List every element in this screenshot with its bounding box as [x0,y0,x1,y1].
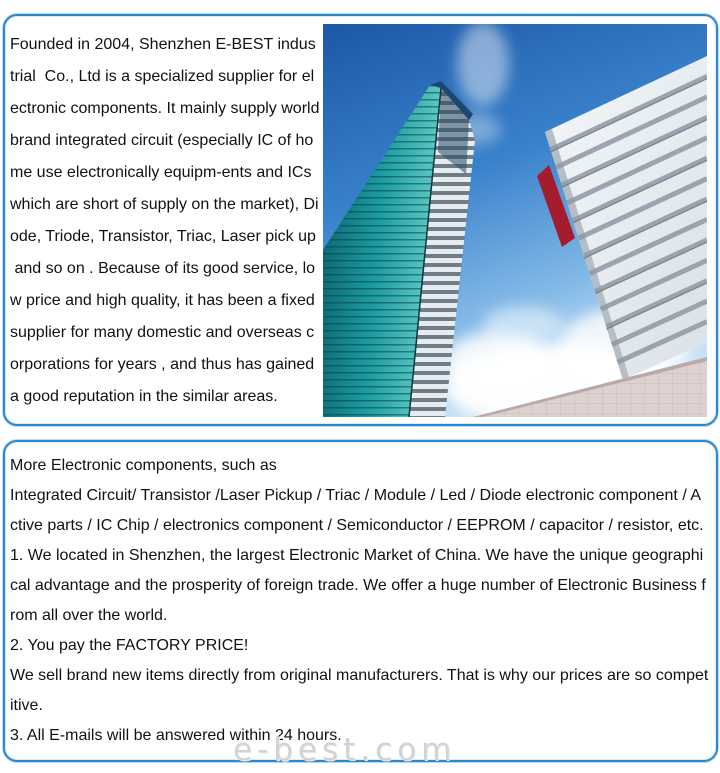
skyscraper-photo [323,24,707,417]
details-line: We sell brand new items directly from original manufacturers. That is why our prices are so compet [10,667,709,684]
details-line: itive. [10,697,43,714]
intro-line: and so on . Because of its good service, lo [10,260,316,277]
intro-line: brand integrated circuit (especially IC of ho [10,132,314,149]
watermark: e-best.com [233,732,457,768]
intro-line: trial Co., Ltd is a specialized supplier for el [10,68,315,85]
details-line: 2. You pay the FACTORY PRICE! [10,637,249,654]
details-line: ctive parts / IC Chip / electronics component / Semiconductor / EEPROM / capacitor / resistor, etc. [10,517,704,534]
details-panel [3,440,718,762]
details-line: Integrated Circuit/ Transistor /Laser Pickup / Triac / Module / Led / Diode electronic component / A [10,487,701,504]
intro-line: supplier for many domestic and overseas c [10,324,315,341]
intro-line: Founded in 2004, Shenzhen E-BEST indus [10,36,316,53]
details-line: rom all over the world. [10,607,168,624]
company-intro-text [10,29,322,413]
details-line: cal advantage and the prosperity of foreign trade. We offer a huge number of Electronic Business f [10,577,706,594]
details-text [10,451,710,751]
details-line: More Electronic components, such as [10,457,277,474]
intro-line: which are short of supply on the market), Di [10,196,319,213]
intro-line: me use electronically equipm-ents and ICs [10,164,312,181]
details-line: 1. We located in Shenzhen, the largest Electronic Market of China. We have the unique geographi [10,547,704,564]
intro-line: ode, Triode, Transistor, Triac, Laser pick up [10,228,316,245]
details-line: 3. All E-mails will be answered within 24 hours. [10,727,342,744]
intro-line: ectronic components. It mainly supply world [10,100,320,117]
intro-line: a good reputation in the similar areas. [10,388,278,405]
intro-line: orporations for years , and thus has gained [10,356,315,373]
intro-line: w price and high quality, it has been a fixed [10,292,315,309]
company-intro-panel [3,14,718,426]
